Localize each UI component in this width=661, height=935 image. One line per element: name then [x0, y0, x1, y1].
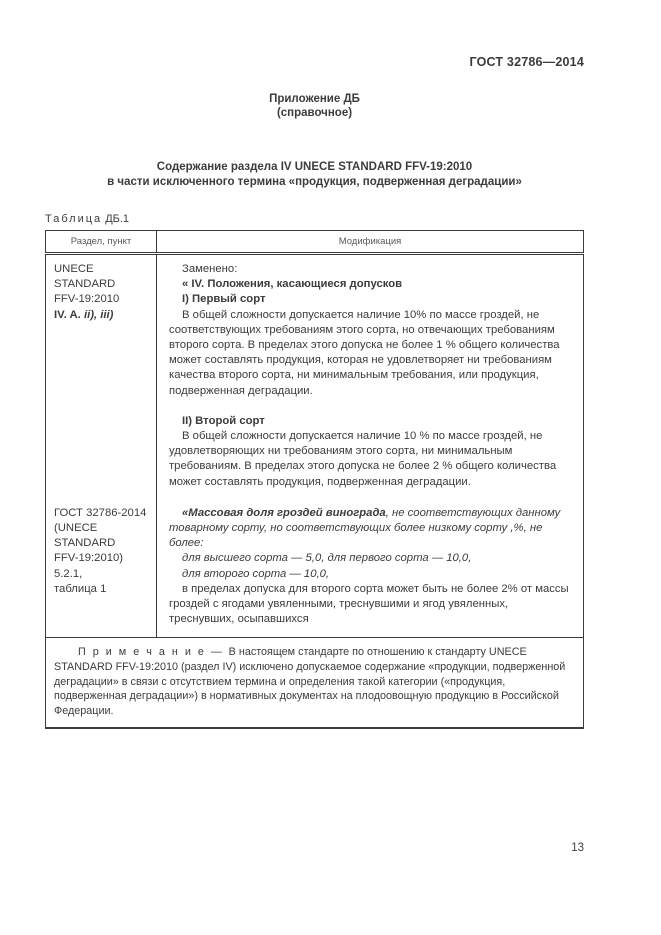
- section-ref-line: FFV-19:2010: [54, 293, 120, 306]
- mass-fraction-paragraph: [169, 506, 574, 552]
- modification-cell-gost: [157, 496, 584, 638]
- modification-table: [45, 230, 584, 729]
- section-cell-unece: [46, 254, 157, 496]
- section-ref-line: [54, 308, 150, 323]
- mass-fraction-definition: , не соответствующих данному товарному сорту, но соответствующих более низкому сорту ,%, не более:: [169, 506, 561, 550]
- page-heading: [45, 160, 584, 190]
- section-ref-line: (UNECE STANDARD: [54, 522, 116, 550]
- section-ref-line: 5.2.1,: [54, 567, 83, 580]
- note-paragraph: [54, 645, 575, 718]
- column-header-modification: Модификация: [157, 231, 584, 254]
- table-row-gost: [46, 496, 584, 638]
- replaced-label: Заменено:: [182, 263, 238, 275]
- page-number: 13: [571, 842, 584, 854]
- heading-line-2: в части исключенного термина «продукция, подверженная деградации»: [107, 176, 522, 188]
- doc-code: ГОСТ 32786—2014: [469, 55, 584, 69]
- closing-paragraph: в пределах допуска для второго сорта может быть не более 2% от массы гроздей с ягодами увяленными, треснувшими и ягод увяленных, треснувших, осыпавшихся: [169, 582, 569, 626]
- annex-block: [45, 92, 584, 120]
- grade-limit-item: для высшего сорта — 5,0, для первого сорта — 10,0,: [182, 552, 472, 565]
- heading-line-1: Содержание раздела IV UNECE STANDARD FFV-19:2010: [156, 161, 473, 173]
- section-ref-line: UNECE STANDARD: [54, 263, 116, 291]
- grade2-heading: II) Второй сорт: [182, 414, 265, 427]
- section-ref-line: FFV-19:2010): [54, 552, 124, 565]
- grade1-paragraph: В общей сложности допускается наличие 10% по массе гроздей, не соответствующих требованиям этого сорта, но отвечающих требованиям второго сорта. В пределах этого допуска не более 1 % общего количества может составлять продукция, которая не удовлетворяет ни требованиям качества второго сорта, ни минимальным требования, или продукция, подверженная деградации.: [169, 308, 560, 397]
- section-clause: IV. A.: [54, 308, 84, 321]
- grade2-paragraph: В общей сложности допускается наличие 10 % по массе гроздей, не удовлетворяющих ни требованиям этого сорта, ни минимальным требованиям. В пределах этого допуска не более 2 % общего количества может составлять продукция, подверженная деградации.: [169, 430, 557, 488]
- annex-title: Приложение ДБ: [269, 93, 360, 105]
- annex-subtitle: (справочное): [276, 107, 353, 119]
- table-header-row: [46, 231, 584, 254]
- page-content: [45, 55, 584, 729]
- column-header-section: Раздел, пункт: [46, 231, 157, 254]
- section-ref-line: таблица 1: [54, 582, 107, 595]
- table-caption-label: Таблица: [45, 213, 103, 225]
- tolerances-heading: « IV. Положения, касающиеся допусков: [182, 278, 403, 291]
- table-caption-number: ДБ.1: [105, 213, 130, 225]
- section-ref-line: ГОСТ 32786-2014: [54, 506, 147, 519]
- section-subclauses: ii), iii): [83, 308, 114, 321]
- note-cell: [46, 638, 584, 728]
- note-label: П р и м е ч а н и е —: [78, 646, 229, 659]
- table-note-row: [46, 638, 584, 728]
- grade1-heading: I) Первый сорт: [182, 293, 266, 306]
- spacer: [169, 399, 574, 414]
- note-text: В настоящем стандарте по отношению к стандарту UNECE STANDARD FFV-19:2010 (раздел IV) исключено допускаемое содержание «продукции, подверженной деградации» в связи с отсутствием термина и определения такой категории («продукция, подверженная деградации») в нормативных документах на плодоовощную продукцию в Российской Федерации.: [54, 646, 566, 717]
- grade-limit-item: для второго сорта — 10,0,: [182, 567, 330, 580]
- table-caption: [45, 213, 584, 225]
- modification-cell-unece: [157, 254, 584, 496]
- section-cell-gost: [46, 496, 157, 638]
- mass-fraction-term: «Массовая доля гроздей винограда: [182, 506, 386, 519]
- table-row-unece: [46, 254, 584, 496]
